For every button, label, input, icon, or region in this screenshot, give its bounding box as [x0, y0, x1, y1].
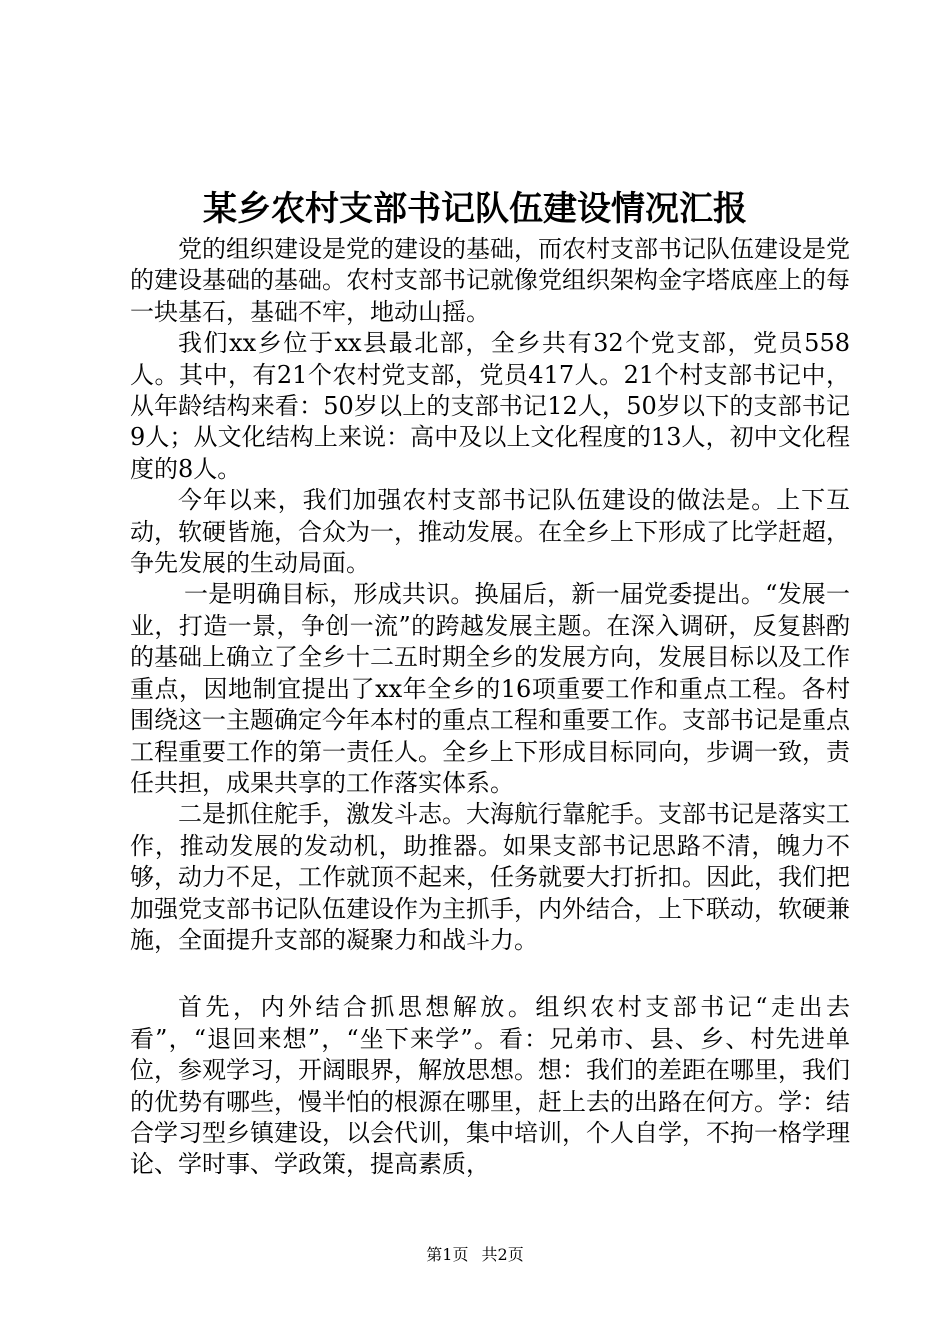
page-footer: [0, 1244, 950, 1266]
paragraph-point-two: 二是抓住舵手，激发斗志。大海航行靠舵手。支部书记是落实工作，推动发展的发动机，助推器。如果支部书记思路不清，魄力不够，动力不足，工作就顶不起来，任务就要大打折扣。因此，我们把加强党支部书记队伍建设作为主抓手，内外结合，上下联动，软硬兼施，全面提升支部的凝聚力和战斗力。: [130, 800, 850, 954]
paragraph-point-one: 一是明确目标，形成共识。换届后，新一届党委提出。“发展一业，打造一景，争创一流”的跨越发展主题。在深入调研，反复斟酌的基础上确立了全乡十二五时期全乡的发展方向，发展目标以及工作重点，因地制宜提出了xx年全乡的16项重要工作和重点工程。各村围绕这一主题确定今年本村的重点工程和重要工作。支部书记是重点工程重要工作的第一责任人。全乡上下形成目标同向，步调一致，责任共担，成果共享的工作落实体系。: [130, 580, 850, 797]
document-body: [130, 234, 850, 1181]
paragraph-first-measure: 首先，内外结合抓思想解放。组织农村支部书记“走出去看”，“退回来想”，“坐下来学”。看：兄弟市、县、乡、村先进单位，参观学习，开阔眼界，解放思想。想：我们的差距在哪里，我们的优势有哪些，慢半怕的根源在哪里，赶上去的出路在何方。学：结合学习型乡镇建设，以会代训，集中培训，个人自学，不拘一格学理论、学时事、学政策，提高素质，: [130, 993, 850, 1179]
page-number: 第1页: [426, 1245, 469, 1264]
paragraph-overview: 我们xx乡位于xx县最北部，全乡共有32个党支部，党员558人。其中，有21个农村党支部，党员417人。21个村支部书记中，从年龄结构来看：50岁以上的支部书记12人，50岁以下的支部书记9人；从文化结构上来说：高中及以上文化程度的13人，初中文化程度的8人。: [130, 329, 850, 483]
paragraph-intro: 党的组织建设是党的建设的基础，而农村支部书记队伍建设是党的建设基础的基础。农村支部书记就像党组织架构金字塔底座上的每一块基石，基础不牢，地动山摇。: [130, 235, 850, 326]
document-title: 某乡农村支部书记队伍建设情况汇报: [203, 189, 747, 229]
paragraph-approach: 今年以来，我们加强农村支部书记队伍建设的做法是。上下互动，软硬皆施，合众为一，推动发展。在全乡上下形成了比学赶超，争先发展的生动局面。: [130, 486, 850, 578]
page-total: 共2页: [481, 1245, 524, 1264]
